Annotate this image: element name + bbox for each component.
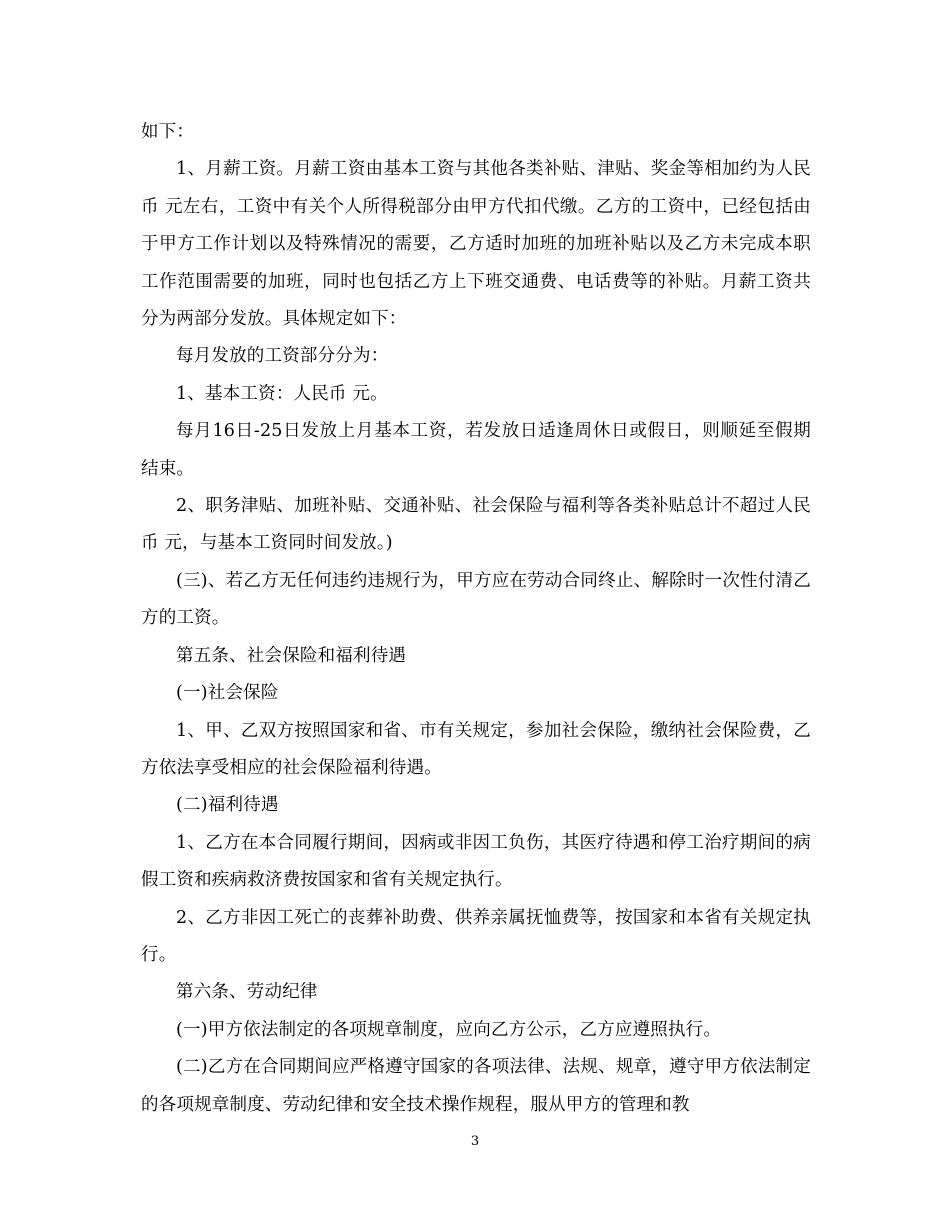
paragraph: (二)乙方在合同期间应严格遵守国家的各项法律、法规、规章，遵守甲方依法制定的各项规章制度、劳动纪律和安全技术操作规程，服从甲方的管理和教 xyxy=(141,1057,811,1115)
subsection-heading: (二)福利待遇 xyxy=(176,795,279,816)
paragraph: 2、乙方非因工死亡的丧葬补助费、供养亲属抚恤费等，按国家和本省有关规定执行。 xyxy=(141,907,811,965)
paragraph: (三)、若乙方无任何违约违规行为，甲方应在劳动合同终止、解除时一次性付清乙方的工资。 xyxy=(141,570,811,629)
subsection-heading: (一)社会保险 xyxy=(176,683,279,704)
paragraph: 1、基本工资：人民币 元。 xyxy=(176,383,388,404)
paragraph: (一)甲方依法制定的各项规章制度，应向乙方公示，乙方应遵照执行。 xyxy=(176,1019,722,1040)
paragraph: 1、甲、乙双方按照国家和省、市有关规定，参加社会保险，缴纳社会保险费，乙方依法享受相应的社会保险福利待遇。 xyxy=(141,720,811,778)
document-body xyxy=(141,114,811,1124)
paragraph: 每月16日-25日发放上月基本工资，若发放日适逢周休日或假日，则顺延至假期结束。 xyxy=(141,421,811,479)
paragraph: 1、月薪工资。月薪工资由基本工资与其他各类补贴、津贴、奖金等相加约为人民币 元左右，工资中有关个人所得税部分由甲方代扣代缴。乙方的工资中，已经包括由于甲方工作计划以及特殊情况的需要，乙方适时加班的加班补贴以及乙方未完成本职工作范围需要的加班，同时也包括乙方上下班交通费、电话费等的补贴。月薪工资共分为两部分发放。具体规定如下： xyxy=(141,159,811,330)
paragraph: 1、乙方在本合同履行期间，因病或非因工负伤，其医疗待遇和停工治疗期间的病假工资和疾病救济费按国家和省有关规定执行。 xyxy=(141,832,811,891)
paragraph: 2、职务津贴、加班补贴、交通补贴、社会保险与福利等各类补贴总计不超过人民币 元，与基本工资同时间发放。) xyxy=(141,496,811,554)
paragraph: 如下： xyxy=(141,122,195,142)
section-heading: 第六条、劳动纪律 xyxy=(176,982,318,1003)
page-number: 3 xyxy=(470,1134,480,1149)
paragraph: 每月发放的工资部分分为： xyxy=(176,346,389,367)
section-heading: 第五条、社会保险和福利待遇 xyxy=(176,645,407,666)
